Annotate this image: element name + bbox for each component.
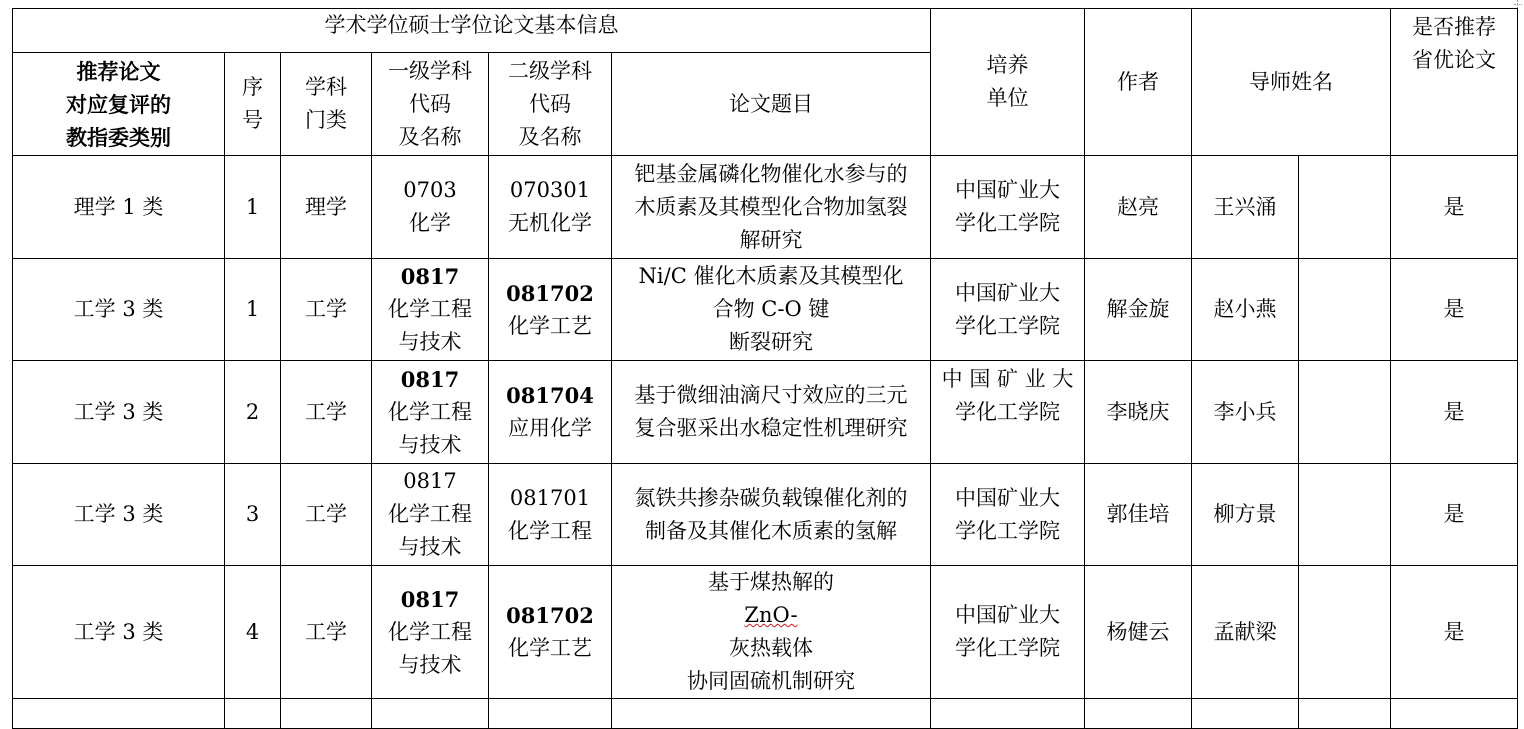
row-seq: 1: [225, 259, 281, 361]
row-seq: 1: [225, 156, 281, 259]
row-level1: 0817 化学工程 与技术: [372, 566, 489, 699]
row-field: 理学: [281, 156, 372, 259]
row-author: 郭佳培: [1085, 464, 1192, 566]
row-recommend: 是: [1391, 156, 1518, 259]
row-level2: 081704 应用化学: [489, 361, 612, 464]
row-recommend: 是: [1391, 361, 1518, 464]
row-level1: 0817 化学工程 与技术: [372, 259, 489, 361]
header-advisor: 导师姓名: [1192, 9, 1391, 156]
row-advisor-extra: [1299, 156, 1391, 259]
header-seq: 序 号: [225, 53, 281, 156]
row-author: 赵亮: [1085, 156, 1192, 259]
row-category: 理学 1 类: [13, 156, 225, 259]
row-title: 钯基金属磷化物催化水参与的 木质素及其模型化合物加氢裂 解研究: [612, 156, 931, 259]
row-seq: 4: [225, 566, 281, 699]
header-recommend: 是否推荐 省优论文: [1391, 9, 1518, 156]
row-recommend: 是: [1391, 566, 1518, 699]
row-level2: 081702 化学工艺: [489, 566, 612, 699]
row-title: 基于微细油滴尺寸效应的三元 复合驱采出水稳定性机理研究: [612, 361, 931, 464]
row-category: 工学 3 类: [13, 464, 225, 566]
row-category: 工学 3 类: [13, 566, 225, 699]
row-level2: 081701 化学工程: [489, 464, 612, 566]
row-seq: 3: [225, 464, 281, 566]
row-level2: 070301 无机化学: [489, 156, 612, 259]
row-advisor-extra: [1299, 259, 1391, 361]
table-row: [13, 361, 1518, 464]
row-category: 工学 3 类: [13, 361, 225, 464]
row-title: Ni/C 催化木质素及其模型化 合物 C-O 键 断裂研究: [612, 259, 931, 361]
table-row: [13, 156, 1518, 259]
table-row: [13, 259, 1518, 361]
row-field: 工学: [281, 361, 372, 464]
row-advisor: 柳方景: [1192, 464, 1299, 566]
row-advisor: 王兴涌: [1192, 156, 1299, 259]
row-level2: 081702 化学工艺: [489, 259, 612, 361]
row-unit: 中国矿业大 学化工学院: [931, 566, 1085, 699]
row-advisor: 赵小燕: [1192, 259, 1299, 361]
header-unit: 培养 单位: [931, 9, 1085, 156]
row-level1: 0703 化学: [372, 156, 489, 259]
row-author: 杨健云: [1085, 566, 1192, 699]
row-field: 工学: [281, 259, 372, 361]
row-author: 李晓庆: [1085, 361, 1192, 464]
row-unit: 中国矿业大 学化工学院: [931, 156, 1085, 259]
header-level2: 二级学科 代码 及名称: [489, 53, 612, 156]
row-title: 基于煤热解的 ZnO- 灰热载体 协同固硫机制研究: [612, 566, 931, 699]
table-row: [13, 464, 1518, 566]
row-recommend: 是: [1391, 259, 1518, 361]
row-advisor-extra: [1299, 361, 1391, 464]
header-level1: 一级学科 代码 及名称: [372, 53, 489, 156]
header-category: 推荐论文 对应复评的 教指委类别: [13, 53, 225, 156]
row-seq: 2: [225, 361, 281, 464]
row-author: 解金旋: [1085, 259, 1192, 361]
row-field: 工学: [281, 566, 372, 699]
row-title: 氮铁共掺杂碳负载镍催化剂的 制备及其催化木质素的氢解: [612, 464, 931, 566]
row-unit: 中 国 矿 业 大 学化工学院: [931, 361, 1085, 464]
row-field: 工学: [281, 464, 372, 566]
row-advisor: 李小兵: [1192, 361, 1299, 464]
header-title: 论文题目: [612, 53, 931, 156]
table-row-partial: [13, 699, 1518, 729]
header-author: 作者: [1085, 9, 1192, 156]
row-recommend: 是: [1391, 464, 1518, 566]
row-advisor-extra: [1299, 464, 1391, 566]
group-title: 学术学位硕士学位论文基本信息: [13, 9, 931, 53]
row-category: 工学 3 类: [13, 259, 225, 361]
spellcheck-underline: ZnO-: [744, 603, 798, 627]
header-row-1: [13, 9, 1518, 53]
header-field: 学科 门类: [281, 53, 372, 156]
row-unit: 中国矿业大 学化工学院: [931, 259, 1085, 361]
row-level1: 0817 化学工程 与技术: [372, 361, 489, 464]
row-level1: 0817 化学工程 与技术: [372, 464, 489, 566]
row-advisor: 孟献梁: [1192, 566, 1299, 699]
thesis-info-table: [12, 8, 1518, 729]
row-unit: 中国矿业大 学化工学院: [931, 464, 1085, 566]
